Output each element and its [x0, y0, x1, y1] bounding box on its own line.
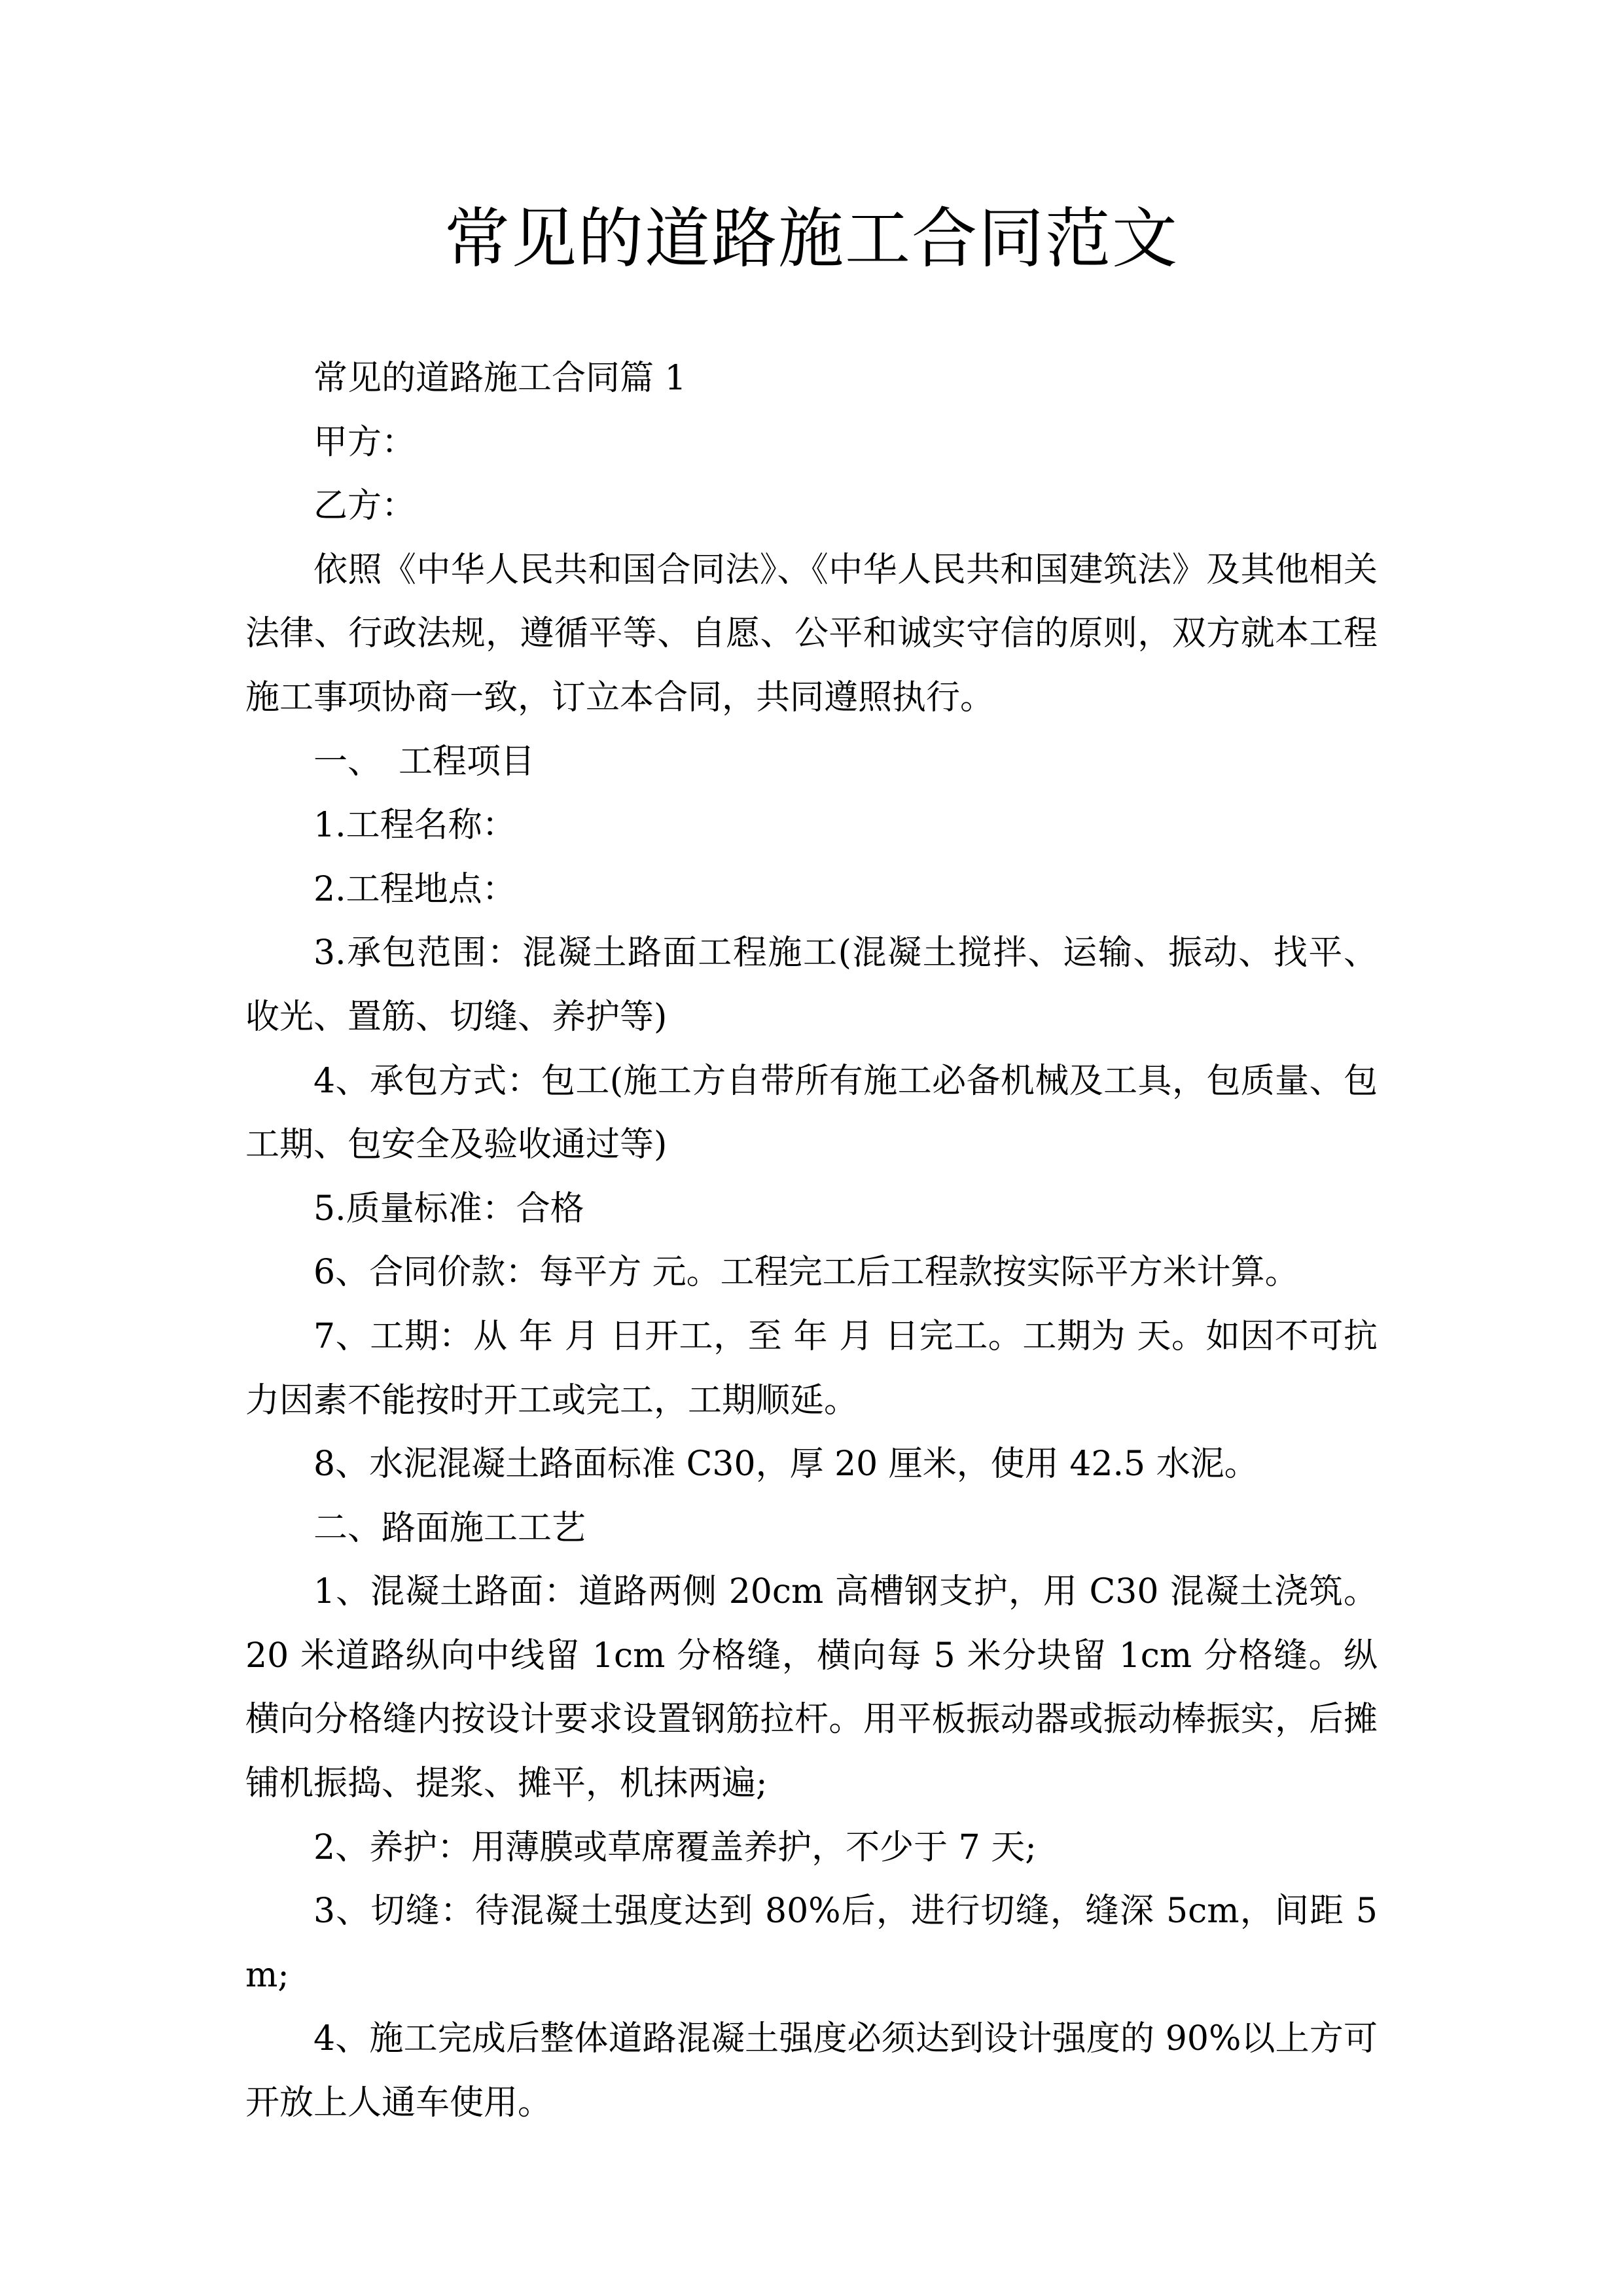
document-title: 常见的道路施工合同范文 — [444, 200, 1179, 277]
clause-construction-period: 7、工期：从 年 月 日开工，至 年 月 日完工。工期为 天。如因不可抗力因素不能按时开工或完工，工期顺延。 — [245, 1316, 1378, 1420]
section-heading-article-1: 常见的道路施工合同篇 1 — [313, 359, 687, 398]
clause-contract-scope: 3.承包范围：混凝土路面工程施工(混凝土搅拌、运输、振动、找平、收光、置筋、切缝、养护等) — [245, 933, 1378, 1037]
clause-quality-standard: 5.质量标准：合格 — [313, 1189, 584, 1229]
document-body — [245, 347, 1378, 2136]
section-heading-project: 一、 工程项目 — [313, 742, 535, 781]
process-opening-requirement: 4、施工完成后整体道路混凝土强度必须达到设计强度的 90%以上方可开放上人通车使用。 — [245, 2019, 1378, 2123]
party-a-field: 甲方： — [313, 422, 416, 462]
clause-pavement-standard: 8、水泥混凝土路面标准 C30，厚 20 厘米，使用 42.5 水泥。 — [313, 1444, 1258, 1484]
party-b-field: 乙方： — [313, 486, 416, 526]
process-concrete-pavement: 1、混凝土路面：道路两侧 20cm 高槽钢支护，用 C30 混凝土浇筑。20 米道路纵向中线留 1cm 分格缝，横向每 5 米分块留 1cm 分格缝。纵横向分格缝内按设计要求设置钢筋拉杆。用平板振动器或振动棒振实，后摊铺机振捣、提浆、摊平，机抹两遍; — [245, 1572, 1378, 1804]
clause-contract-method: 4、承包方式：包工(施工方自带所有施工必备机械及工具，包质量、包工期、包安全及验收通过等) — [245, 1061, 1378, 1165]
clause-project-location: 2.工程地点： — [313, 869, 516, 909]
process-joint-cutting: 3、切缝：待混凝土强度达到 80%后，进行切缝，缝深 5cm，间距 5m; — [245, 1892, 1378, 1995]
process-curing: 2、养护：用薄膜或草席覆盖养护，不少于 7 天; — [313, 1827, 1037, 1867]
clause-contract-price: 6、合同价款：每平方 元。工程完工后工程款按实际平方米计算。 — [313, 1253, 1299, 1293]
section-heading-process: 二、路面施工工艺 — [313, 1508, 586, 1548]
clause-project-name: 1.工程名称： — [313, 806, 516, 846]
preamble-paragraph: 依照《中华人民共和国合同法》、《中华人民共和国建筑法》及其他相关法律、行政法规，遵循平等、自愿、公平和诚实守信的原则，双方就本工程施工事项协商一致，订立本合同，共同遵照执行。 — [245, 550, 1378, 717]
